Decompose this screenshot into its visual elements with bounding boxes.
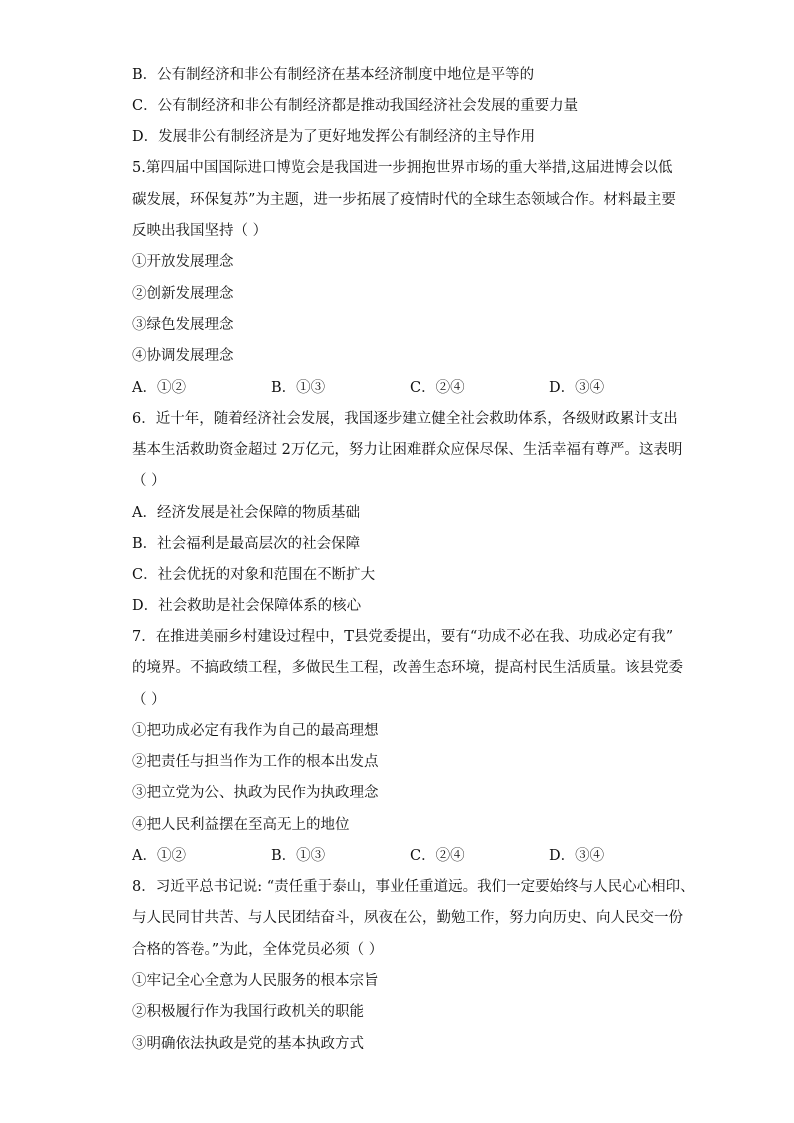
q5-choice-c: C．②④	[410, 380, 465, 396]
q8-stem-line-3: 合格的答卷。”为此，全体党员必须（ ）	[132, 942, 384, 958]
q5-item-3: ③绿色发展理念	[132, 317, 234, 333]
q5-stem-line-2: 碳发展，环保复苏”为主题，进一步拓展了疫情时代的全球生态领域合作。材料最主要	[132, 192, 676, 208]
q6-option-d: D．社会救助是社会保障体系的核心	[132, 598, 362, 614]
q8-item-1: ①牢记全心全意为人民服务的根本宗旨	[132, 973, 379, 989]
q8-stem-line-1: 8．习近平总书记说: “责任重于泰山，事业任重道远。我们一定要始终与人民心心相印、	[132, 879, 695, 895]
q6-option-b: B．社会福利是最高层次的社会保障	[132, 536, 361, 552]
q6-stem-line-2: 基本生活救助资金超过 2万亿元，努力让困难群众应保尽保、生活幸福有尊严。这表明	[132, 442, 683, 458]
q8-stem-line-2: 与人民同甘共苦、与人民团结奋斗，夙夜在公，勤勉工作，努力向历史、向人民交一份	[132, 910, 683, 926]
q5-item-1: ①开放发展理念	[132, 254, 234, 270]
q4-option-c: C．公有制经济和非公有制经济都是推动我国经济社会发展的重要力量	[132, 98, 579, 114]
q7-item-2: ②把责任与担当作为工作的根本出发点	[132, 754, 379, 770]
q6-stem-line-1: 6．近十年，随着经济社会发展，我国逐步建立健全社会救助体系，各级财政累计支出	[132, 411, 678, 427]
q5-choices	[132, 378, 692, 398]
q7-stem-line-3: （ ）	[132, 692, 166, 708]
q7-choices	[132, 846, 692, 866]
q8-item-2: ②积极履行作为我国行政机关的职能	[132, 1004, 364, 1020]
q4-option-d: D．发展非公有制经济是为了更好地发挥公有制经济的主导作用	[132, 129, 536, 145]
q7-item-4: ④把人民利益摆在至高无上的地位	[132, 817, 350, 833]
q7-choice-b: B．①③	[271, 848, 326, 864]
q7-item-1: ①把功成必定有我作为自己的最高理想	[132, 723, 379, 739]
q4-option-b: B．公有制经济和非公有制经济在基本经济制度中地位是平等的	[132, 67, 535, 83]
q7-stem-line-1: 7．在推进美丽乡村建设过程中，T县党委提出，要有“功成不必在我、功成必定有我”	[132, 629, 674, 645]
q6-option-c: C．社会优抚的对象和范围在不断扩大	[132, 567, 376, 583]
q7-choice-a: A．①②	[132, 848, 186, 864]
q5-choice-d: D．③④	[549, 380, 605, 396]
q7-choice-c: C．②④	[410, 848, 465, 864]
q5-choice-b: B．①③	[271, 380, 326, 396]
q5-stem-line-3: 反映出我国坚持（ ）	[132, 223, 268, 239]
q7-item-3: ③把立党为公、执政为民作为执政理念	[132, 785, 379, 801]
q5-stem-line-1: 5.第四届中国国际进口博览会是我国进一步拥抱世界市场的重大举措,这届进博会以低	[132, 160, 673, 176]
q5-item-2: ②创新发展理念	[132, 286, 234, 302]
q7-choice-d: D．③④	[549, 848, 605, 864]
q5-choice-a: A．①②	[132, 380, 186, 396]
q6-stem-line-3: （ ）	[132, 473, 166, 489]
q7-stem-line-2: 的境界。不搞政绩工程，多做民生工程，改善生态环境，提高村民生活质量。该县党委	[132, 660, 683, 676]
q8-item-3: ③明确依法执政是党的基本执政方式	[132, 1036, 364, 1052]
q5-item-4: ④协调发展理念	[132, 348, 234, 364]
q6-option-a: A．经济发展是社会保障的物质基础	[132, 505, 360, 521]
